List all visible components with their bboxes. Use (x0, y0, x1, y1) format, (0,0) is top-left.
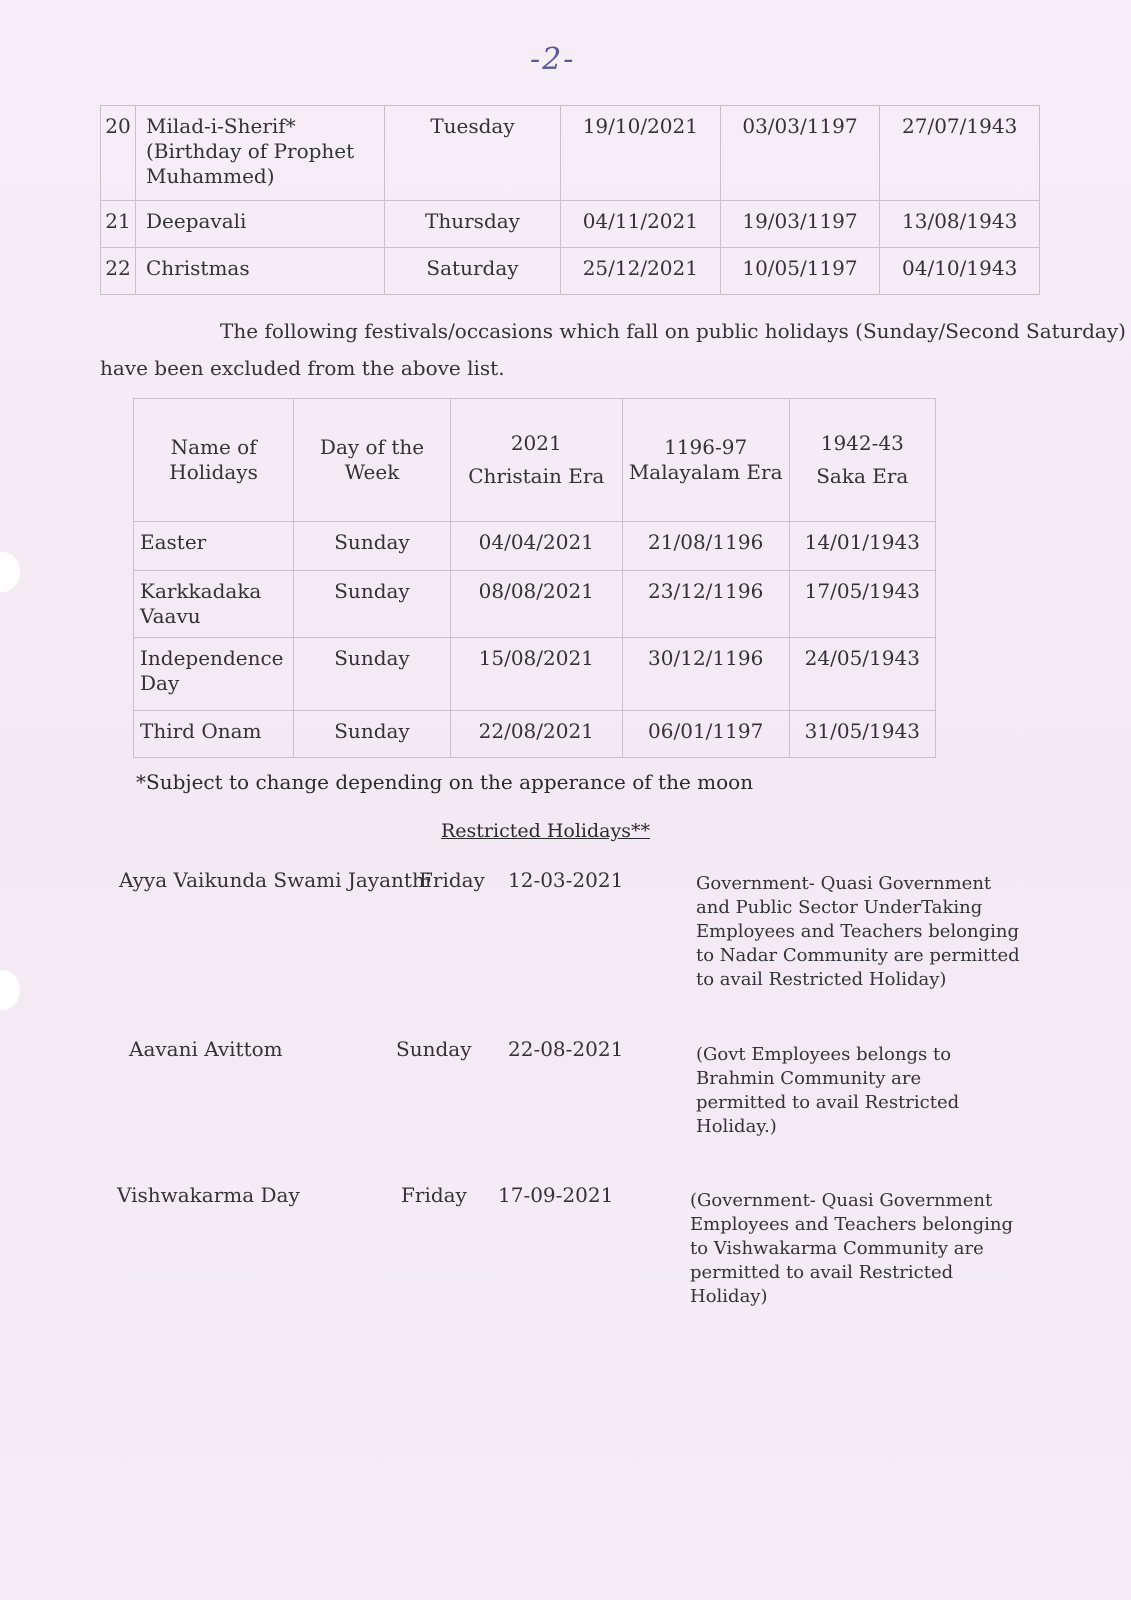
christian-era-date: 22/08/2021 (450, 711, 622, 758)
restricted-holiday-date: 12-03-2021 (508, 868, 624, 892)
header-christian-era: 2021 Christain Era (450, 399, 622, 522)
malayalam-era-date: 19/03/1197 (720, 201, 880, 248)
exclusion-paragraph-line2: have been excluded from the above list. (100, 356, 505, 380)
row-number: 22 (101, 248, 136, 295)
restricted-holiday-day: Friday (401, 1183, 467, 1207)
restricted-holidays-title: Restricted Holidays** (441, 820, 650, 842)
header-malayalam-era: 1196-97 Malayalam Era (622, 399, 789, 522)
malayalam-era-date: 06/01/1197 (622, 711, 789, 758)
holiday-name: Independence Day (134, 638, 294, 711)
excluded-holidays-table (133, 398, 936, 758)
saka-era-date: 27/07/1943 (880, 106, 1040, 201)
restricted-holiday-day: Sunday (396, 1037, 472, 1061)
header-saka-era: 1942-43 Saka Era (789, 399, 935, 522)
malayalam-era-date: 03/03/1197 (720, 106, 880, 201)
holiday-name: Milad-i-Sherif* (Birthday of Prophet Muhammed) (136, 106, 385, 201)
holiday-name: Third Onam (134, 711, 294, 758)
table-row (101, 106, 1040, 201)
table-header-row (134, 399, 936, 522)
restricted-holiday-date: 17-09-2021 (498, 1183, 614, 1207)
malayalam-era-date: 10/05/1197 (720, 248, 880, 295)
exclusion-paragraph-line1: The following festivals/occasions which fall on public holidays (Sunday/Second Saturday) (220, 319, 1126, 343)
table-row (101, 201, 1040, 248)
page-number: -2- (530, 42, 576, 77)
holiday-name: Christmas (136, 248, 385, 295)
punch-hole-top (0, 552, 20, 592)
day-of-week: Thursday (385, 201, 561, 248)
holiday-name: Karkkadaka Vaavu (134, 571, 294, 638)
day-of-week: Tuesday (385, 106, 561, 201)
restricted-holiday-note: (Govt Employees belongs to Brahmin Community are permitted to avail Restricted Holiday.) (696, 1044, 960, 1137)
saka-era-date: 17/05/1943 (789, 571, 935, 638)
row-number: 21 (101, 201, 136, 248)
table-row (134, 711, 936, 758)
malayalam-era-date: 21/08/1196 (622, 522, 789, 571)
saka-era-date: 14/01/1943 (789, 522, 935, 571)
restricted-holiday-note: Government- Quasi Government and Public Sector UnderTaking Employees and Teachers belonging to Nadar Community are permitted to avail Restricted Holiday) (696, 873, 1020, 990)
restricted-holiday-name: Vishwakarma Day (117, 1183, 300, 1207)
restricted-holiday-date: 22-08-2021 (508, 1037, 624, 1061)
malayalam-era-date: 30/12/1196 (622, 638, 789, 711)
day-of-week: Saturday (385, 248, 561, 295)
christian-era-date: 04/11/2021 (561, 201, 721, 248)
header-name: Name of Holidays (134, 399, 294, 522)
saka-era-date: 13/08/1943 (880, 201, 1040, 248)
malayalam-era-date: 23/12/1196 (622, 571, 789, 638)
table-row (134, 638, 936, 711)
restricted-holiday-name: Aavani Avittom (129, 1037, 283, 1061)
punch-hole-bottom (0, 970, 20, 1010)
christian-era-date: 25/12/2021 (561, 248, 721, 295)
header-day: Day of the Week (294, 399, 451, 522)
day-of-week: Sunday (294, 522, 451, 571)
christian-era-date: 04/04/2021 (450, 522, 622, 571)
saka-era-date: 31/05/1943 (789, 711, 935, 758)
restricted-holiday-day: Friday (419, 868, 485, 892)
holiday-name: Easter (134, 522, 294, 571)
row-number: 20 (101, 106, 136, 201)
saka-era-date: 04/10/1943 (880, 248, 1040, 295)
day-of-week: Sunday (294, 711, 451, 758)
moon-footnote: *Subject to change depending on the apperance of the moon (136, 770, 754, 794)
table-row (134, 571, 936, 638)
day-of-week: Sunday (294, 638, 451, 711)
holiday-name: Deepavali (136, 201, 385, 248)
christian-era-date: 08/08/2021 (450, 571, 622, 638)
saka-era-date: 24/05/1943 (789, 638, 935, 711)
holiday-table-continued (100, 105, 1040, 295)
table-row (101, 248, 1040, 295)
restricted-holiday-note: (Government- Quasi Government Employees and Teachers belonging to Vishwakarma Community are permitted to avail Restricted Holiday) (690, 1190, 1013, 1307)
christian-era-date: 15/08/2021 (450, 638, 622, 711)
day-of-week: Sunday (294, 571, 451, 638)
table-row (134, 522, 936, 571)
christian-era-date: 19/10/2021 (561, 106, 721, 201)
restricted-holiday-name: Ayya Vaikunda Swami Jayanthi (119, 868, 432, 892)
